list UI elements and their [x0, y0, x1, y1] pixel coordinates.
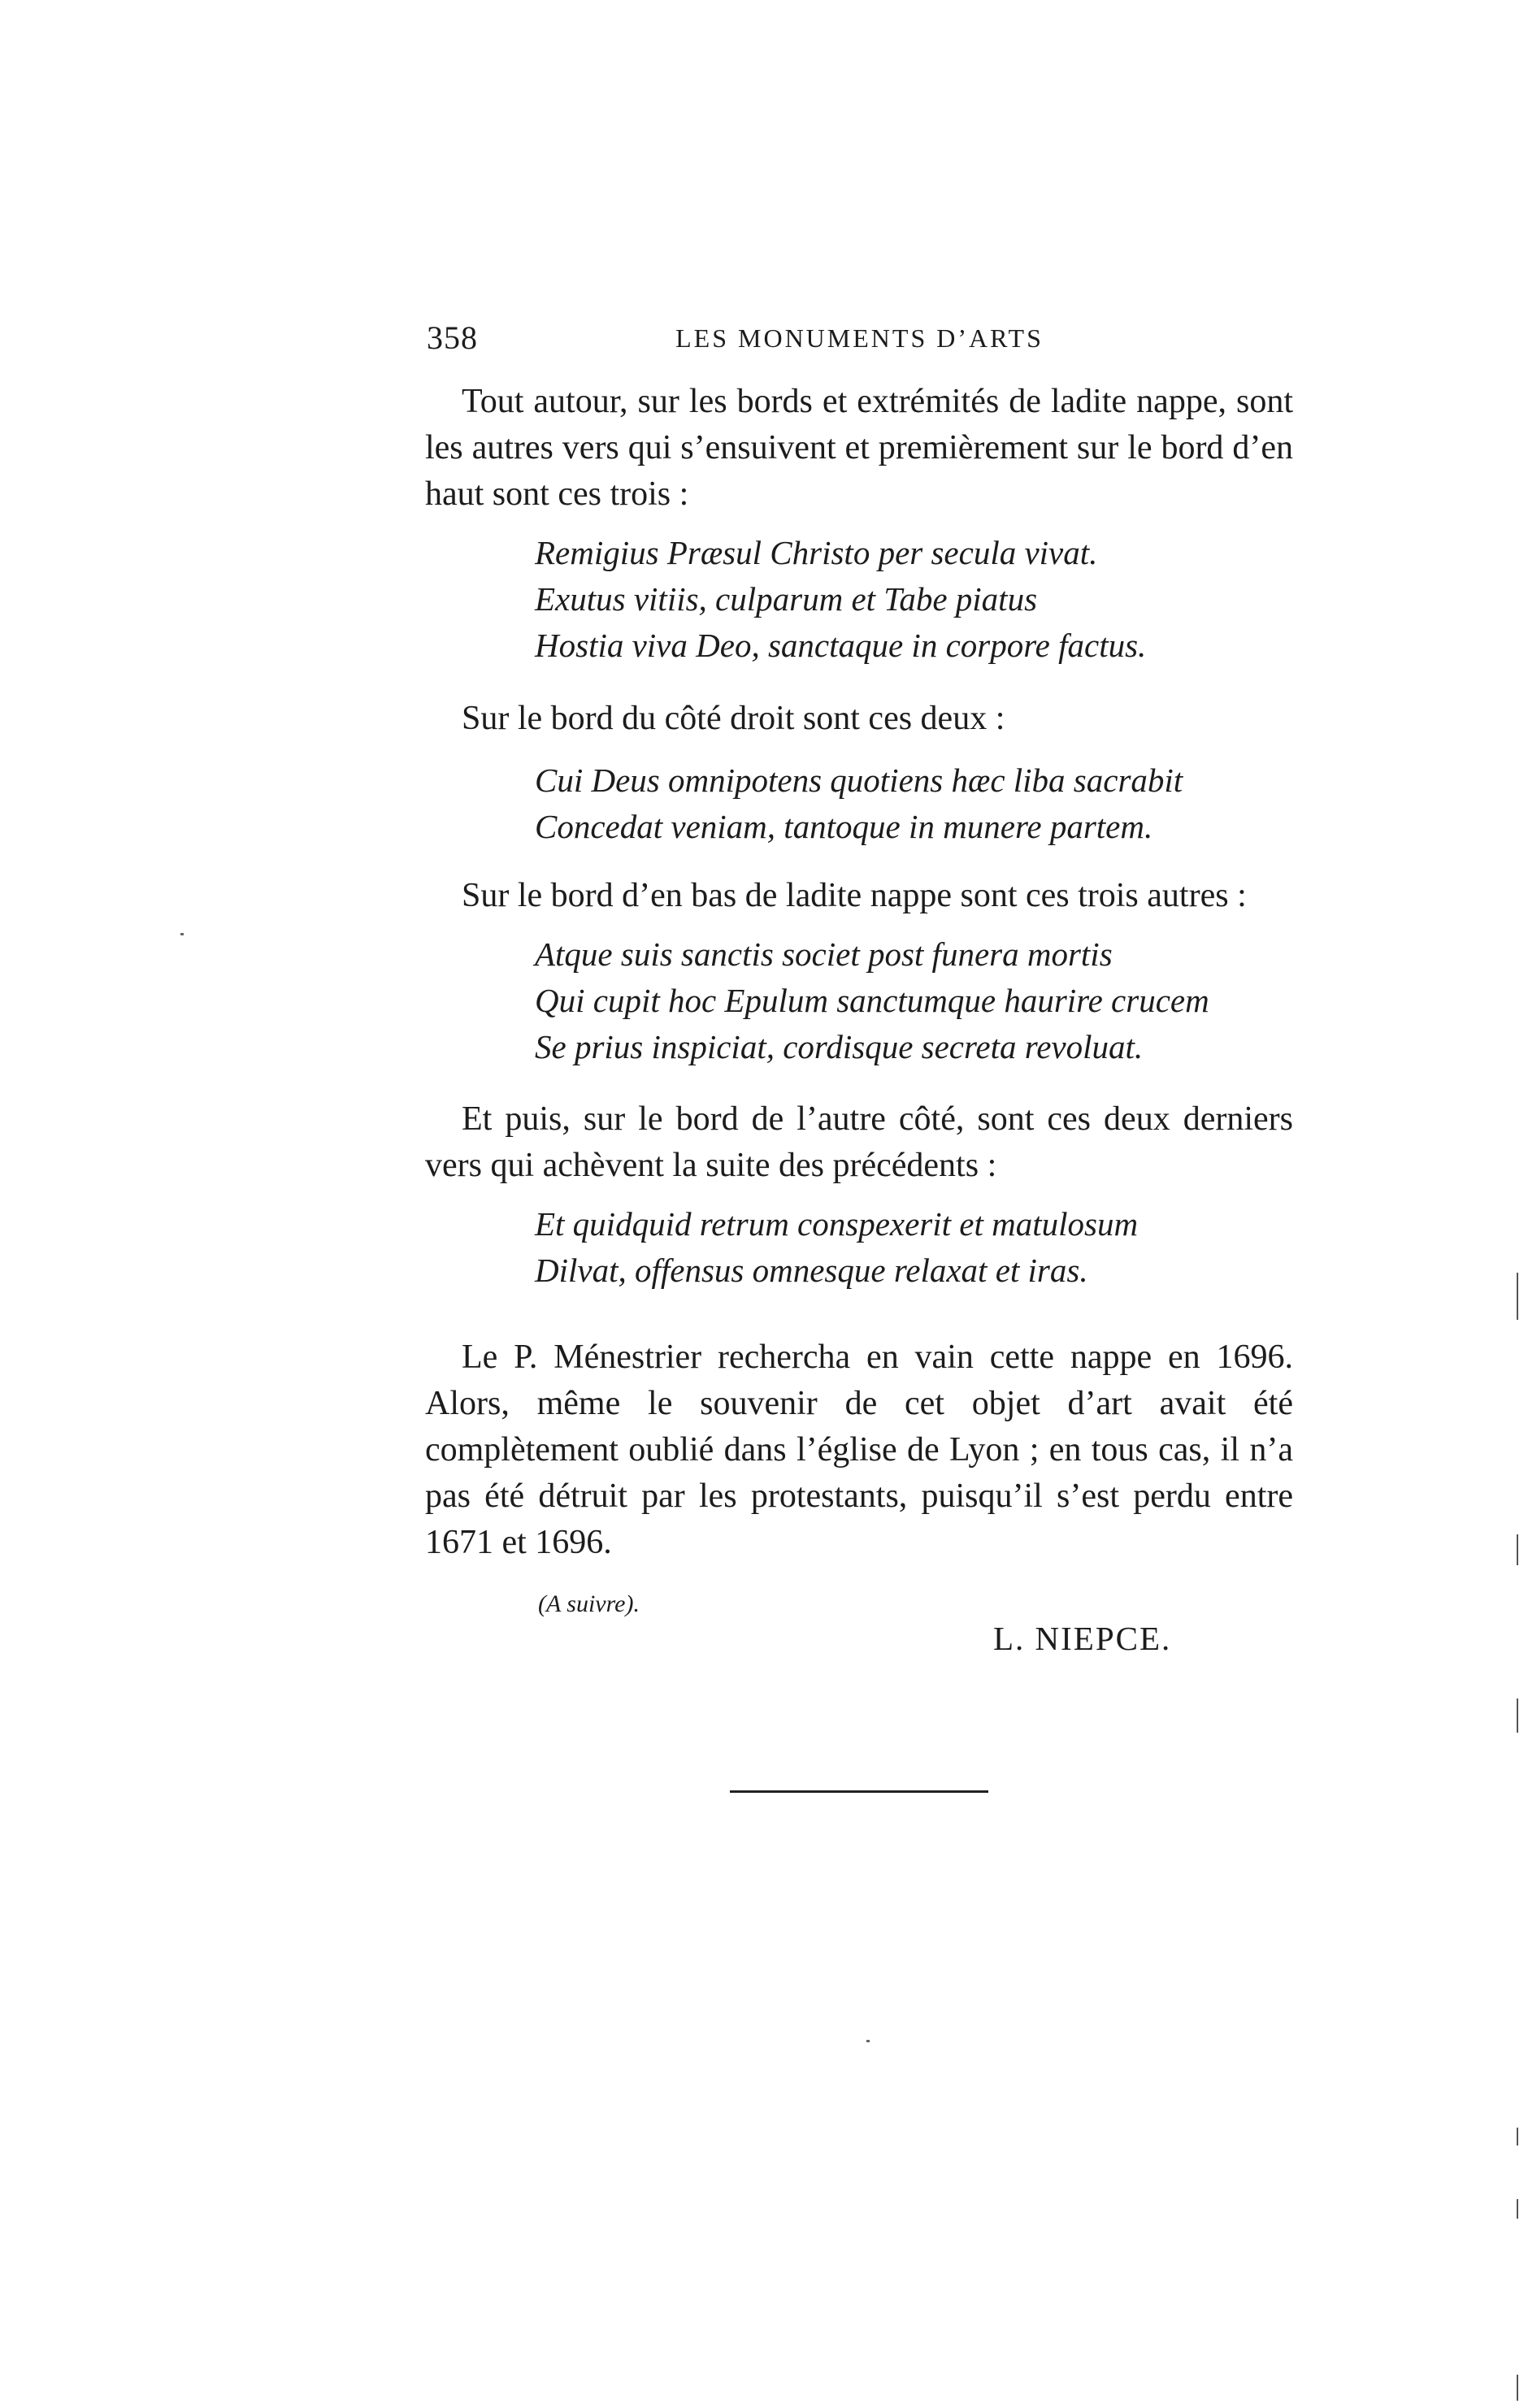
- verse-block-3: [535, 931, 1250, 1070]
- verse-block-2: [535, 757, 1250, 850]
- scan-speck: [180, 933, 184, 935]
- running-head: LES MONUMENTS D’ARTS: [675, 323, 1044, 353]
- page-header: [427, 319, 1292, 359]
- scan-margin-mark: [1517, 1534, 1518, 1565]
- verse-line: Concedat veniam, tantoque in munere partem.: [535, 808, 1153, 845]
- paragraph-4: Et puis, sur le bord de l’autre côté, sont ces deux derniers vers qui achèvent la suite des précédents :: [425, 1100, 1293, 1184]
- verse-line: Cui Deus omnipotens quotiens hæc liba sacrabit: [535, 761, 1183, 799]
- verse-line: Exutus vitiis, culparum et Tabe piatus: [535, 580, 1038, 618]
- scan-margin-mark: [1517, 2128, 1518, 2146]
- verse-line: Qui cupit hoc Epulum sanctumque haurire crucem: [535, 982, 1209, 1019]
- verse-line: Dilvat, offensus omnesque relaxat et iras.: [535, 1252, 1088, 1289]
- paragraph-1: Tout autour, sur les bords et extrémités de ladite nappe, sont les autres vers qui s’ensuivent et premièrement sur le bord d’en haut sont ces trois :: [425, 383, 1293, 513]
- paragraph-4-block: [425, 1096, 1293, 1189]
- verse-line: Se prius inspiciat, cordisque secreta revoluat.: [535, 1028, 1144, 1065]
- scan-margin-mark: [1517, 1273, 1518, 1320]
- paragraph-2: Sur le bord du côté droit sont ces deux :: [462, 700, 1005, 737]
- verse-line: Et quidquid retrum conspexerit et matulosum: [535, 1205, 1139, 1243]
- verse-block-4: [535, 1201, 1250, 1294]
- verse-line: Remigius Præsul Christo per secula vivat.: [535, 534, 1098, 571]
- verse-block-1: [535, 530, 1250, 669]
- a-suivre-note: (A suivre).: [538, 1590, 640, 1617]
- paragraph-5: Le P. Ménestrier rechercha en vain cette nappe en 1696. Alors, même le souvenir de cet objet d’art avait été complètement oublié dans l’église de Lyon ; en tous cas, il n’a pas été détruit par les protestants, puisqu’il s’est perdu entre 1671 et 1696.: [425, 1339, 1293, 1561]
- verse-line: Hostia viva Deo, sanctaque in corpore factus.: [535, 627, 1147, 664]
- scan-margin-mark: [1517, 1699, 1518, 1733]
- end-rule: [730, 1790, 988, 1793]
- author-signature: L. NIEPCE.: [993, 1620, 1172, 1657]
- paragraph-5-block: [425, 1334, 1293, 1566]
- scan-margin-mark: [1517, 2375, 1518, 2401]
- verse-line: Atque suis sanctis societ post funera mortis: [535, 935, 1113, 973]
- paragraph-1-block: [425, 379, 1293, 518]
- paragraph-3: Sur le bord d’en bas de ladite nappe sont ces trois autres :: [462, 877, 1247, 914]
- paragraph-2-block: [425, 696, 1293, 742]
- scan-speck: [866, 2040, 870, 2042]
- paragraph-3-block: [425, 873, 1293, 919]
- scan-margin-mark: [1517, 2199, 1518, 2219]
- page-number: 358: [427, 319, 478, 356]
